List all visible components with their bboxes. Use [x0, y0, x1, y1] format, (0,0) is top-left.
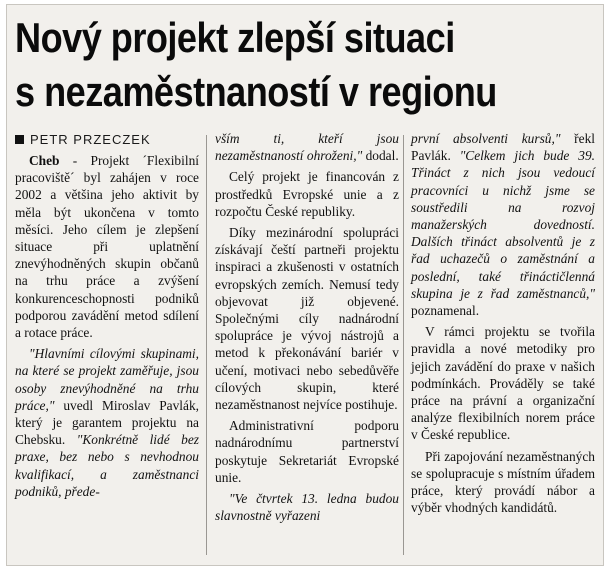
headline-line-1: Nový projekt zlepší situaci	[15, 14, 455, 61]
paragraph: Při zapojování nezaměstnaných se spolupracuje s místním úřadem práce, který provádí nábor a výběr vhodných kandidátů.	[411, 448, 595, 516]
newspaper-clipping	[6, 4, 604, 566]
paragraph: Administrativní podporu nadnárodnímu partnerství poskytuje Sekretariát Evropské unie.	[215, 418, 399, 485]
paragraph-text: - Projekt ´Flexibilní pracoviště´ byl zahájen v roce 2002 a většina jeho aktivit by měla být ukončena v tomto měsíci. Jeho cílem je zlepšení situace při uplatnění znevýhodněných skupin občanů na trhu práce a zvýšení konkurenceschopnosti podniků podporou zavádění metod sdílení a rotace práce.	[15, 153, 199, 341]
column-divider	[403, 135, 404, 555]
paragraph	[215, 490, 399, 524]
byline-square-bullet	[15, 135, 24, 144]
paragraph: V rámci projektu se tvořila pravidla a nové metodiky pro jejich zavádění do praxe v našich podmínkách. Prováděly se také práce na právní a organizační analýze flexibilních norem práce v České republice.	[411, 324, 595, 443]
quote: "Ve čtvrtek 13. ledna budou slavnostně vyřazeni	[215, 491, 399, 524]
quote: "Konkrétně lidé bez praxe, bez nebo s nevhodnou kvalifikací, a zaměstnanci podniků, přede-	[15, 432, 199, 499]
author-name: PETR PRZECZEK	[30, 132, 151, 147]
quote: "Hlavními cílovými skupinami, na které se projekt zaměřuje, jsou osoby znevýhodněné na trhu práce,"	[15, 346, 199, 413]
paragraph-text: dodal.	[362, 148, 399, 164]
paragraph-text: uvedl Miroslav Pavlák, který je garantem projektu na Chebsku.	[15, 397, 199, 448]
quote: první absolventi kursů,"	[411, 131, 561, 146]
dateline: Cheb	[29, 153, 60, 168]
paragraph-text: poznamenal.	[411, 303, 480, 319]
paragraph: Díky mezinárodní spolupráci získávají čeští partneři projektu inspiraci a zkušenosti v ostatních evropských zemích. Nemusí tedy objevovat již objevené. Společnými cíly nadnárodní spolupráce je vývoj nástrojů a metod k překonávání bariér v učení, motivaci nebo sebedůvěře cílových skupin, které nezaměstnanost nejvíce postihuje.	[215, 225, 399, 413]
headline-line-2: s nezaměstnaností v regionu	[15, 68, 497, 115]
paragraph: Celý projekt je financován z prostředků Evropské unie a z rozpočtu České republiky.	[215, 169, 399, 219]
article-column-2	[215, 130, 399, 524]
quote: "Celkem jich bude 39. Třináct z nich jsou vedoucí pracovníci u nichž jsme se soustředili na rozvoj manažerských dovedností. Dalších třináct absolventů je z řad uchazečů o zaměstnání a poslední, také třináctičlenná skupina je z řad zaměstnanců,"	[411, 148, 595, 301]
column-divider	[206, 135, 207, 555]
quote: vším ti, kteří jsou nezaměstnaností ohroženi,"	[215, 131, 399, 164]
paragraph	[15, 345, 199, 500]
paragraph	[215, 130, 399, 164]
paragraph	[15, 152, 199, 341]
paragraph-text: řekl Pavlák.	[411, 131, 595, 164]
byline	[15, 132, 151, 147]
article-column-1	[15, 152, 199, 500]
article-column-3	[411, 130, 595, 516]
paragraph	[411, 130, 595, 319]
